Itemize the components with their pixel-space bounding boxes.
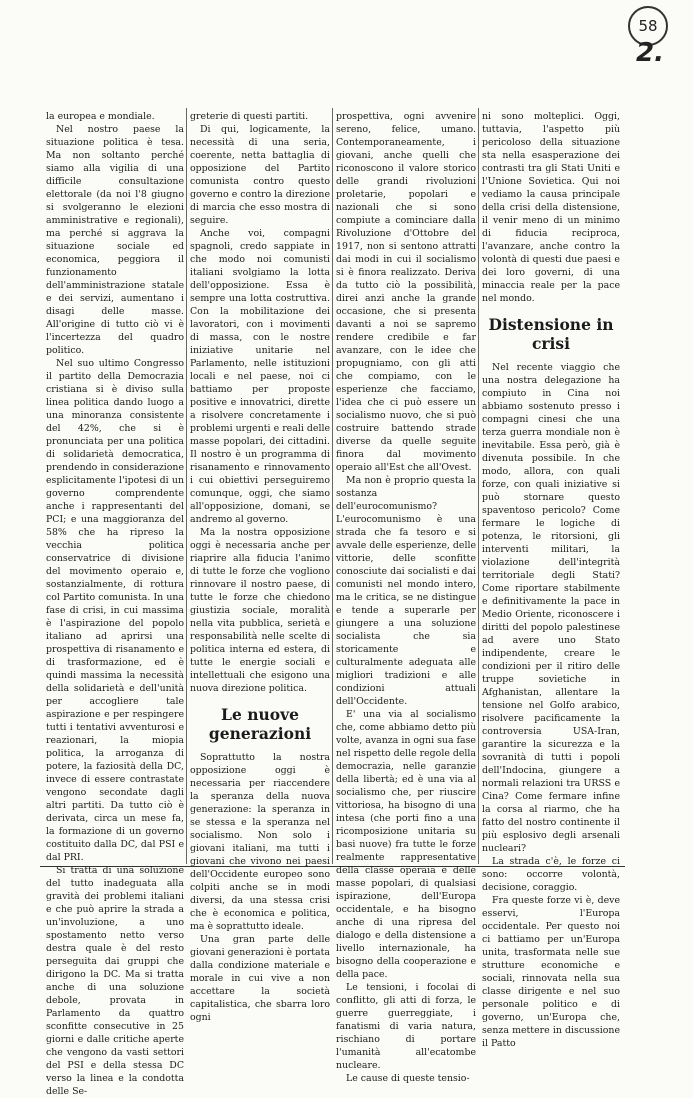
section-heading: Distensione in crisi <box>488 315 614 353</box>
article-paragraph: Di qui, logicamente, la necessità di una seria, coerente, netta battaglia di opposizione del Partito comunista contro questo governo e contro la direzione di marcia che esso mostra di seguire. <box>190 124 330 226</box>
column-divider <box>332 108 333 864</box>
article-paragraph: prospettiva, ogni avvenire sereno, felice, umano. Contemporaneamente, i giovani, anche quelli che riconoscono il valore storico delle grandi rivoluzioni proletarie, popolari e nazionali che si sono compiute a cominciare dalla Rivoluzione d'Ottobre del 1917, non si sentono attratti dai modi in cui il socialismo si è finora realizzato. Deriva da tutto ciò la possibilità, direi anzi anche la grande occasione, che si presenta davanti a noi se sapremo rendere credibile e far avanzare, con le idee che propugniamo, con gli atti che compiamo, con le esperienze che facciamo, l'idea che ci può essere un socialismo nuovo, che si può costruire battendo strade diverse da quelle seguite finora dal movimento operaio all'Est che all'Ovest. <box>336 111 476 473</box>
column-divider <box>186 108 187 864</box>
article-column-3 <box>336 110 476 1085</box>
article-paragraph: Ma la nostra opposizione oggi è necessaria anche per riaprire alla fiducia l'animo di tutte le forze che vogliono rinnovare il nostro paese, di tutte le forze che chiedono giustizia sociale, moralità nella vita pubblica, serietà e responsabilità nelle scelte di politica interna ed estera, di tutte le energie sociali e intellettuali che esigono una nuova direzione politica. <box>190 527 330 694</box>
article-paragraph: ni sono molteplici. Oggi, tuttavia, l'aspetto più pericoloso della situazione sta nella esasperazione dei contrasti tra gli Stati Uniti e l'Unione Sovietica. Qui noi vediamo la causa principale della crisi della distensione, il venir meno di un minimo di fiducia reciproca, l'avanzare, anche contro la volontà di questi due paesi e dei loro governi, di una minaccia reale per la pace nel mondo. <box>482 111 620 304</box>
circled-page-number: 58 <box>628 6 668 46</box>
article-column-1 <box>46 110 184 1098</box>
article-paragraph: Nel nostro paese la situazione politica è tesa. Ma non soltanto perché siamo alla vigilia di una difficile consultazione elettorale (da noi l'8 giugno si svolgeranno le elezioni amministrative e regionali), ma perché si aggrava la situazione sociale ed economica, peggiora il funzionamento dell'amministrazione statale e dei servizi, aumentano i disagi delle masse. All'origine di tutto ciò vi è l'incertezza del quadro politico. <box>46 124 184 356</box>
article-paragraph: Le cause di queste tensio- <box>346 1073 470 1084</box>
article-paragraph: Si tratta di una soluzione del tutto inadeguata alla gravità dei problemi italiani e che può aprire la strada a un'involuzione, a uno spostamento netto verso destra quale è del resto perseguita dai gruppi che dirigono la DC. Ma si tratta anche di una soluzione debole, provata in Parlamento da quattro sconfitte consecutive in 25 giorni e dalle critiche aperte che vengono da vasti settori del PSI e della stessa DC verso la linea e la condotta delle Se- <box>46 865 184 1097</box>
article-paragraph: Fra queste forze vi è, deve esservi, l'Europa occidentale. Per questo noi ci battiamo per un'Europa unita, trasformata nelle sue strutture economiche e sociali, rinnovata nella sua classe dirigente e nel suo personale politico e di governo, un'Europa che, senza mettere in discussione il Patto <box>482 895 620 1049</box>
article-paragraph: Le tensioni, i focolai di conflitto, gli atti di forza, le guerre guerreggiate, i fanatismi di varia natura, rischiano di portare l'umanità all'ecatombe nucleare. <box>336 982 476 1071</box>
handwritten-page-number: 2. <box>636 38 664 68</box>
article-paragraph: la europea e mondiale. <box>46 111 155 122</box>
article-paragraph: Soprattutto la nostra opposizione oggi è necessaria per riaccendere la speranza della nuova generazione: la speranza in se stessa e la speranza nel socialismo. Non solo i giovani italiani, ma tutti i giovani che vivono nei paesi dell'Occidente europeo sono colpiti anche se in modi diversi, da una stessa crisi che è economica e politica, ma è soprattutto ideale. <box>190 752 330 932</box>
section-heading: Le nuove generazioni <box>208 705 312 743</box>
article-paragraph: E' una via al socialismo che, come abbiamo detto più volte, avanza in ogni sua fase nel rispetto delle regole della democrazia, nelle garanzie della libertà; ed è una via al socialismo che, per riuscire vittoriosa, ha bisogno di una intesa (che porti fino a una ricomposizione unitaria su basi nuove) fra tutte le forze realmente rappresentative della classe operaia e delle masse popolari, di qualsiasi ispirazione, dell'Europa occidentale, e ha bisogno anche di una ripresa del dialogo e della distensione a livello internazionale, ha bisogno della cooperazione e della pace. <box>336 709 476 980</box>
article-paragraph: La strada c'è, le forze ci sono: occorre volontà, decisione, coraggio. <box>482 856 620 893</box>
article-column-4 <box>482 110 620 1050</box>
article-paragraph: Nel suo ultimo Congresso il partito della Democrazia cristiana si è diviso sulla linea politica dando luogo a una minoranza consistente del 42%, che si è pronunciata per una politica di solidarietà democratica, prendendo in considerazione esplicitamente l'ipotesi di un governo comprendente anche i rappresentanti del PCI; e una maggioranza del 58% che ha ripreso la vecchia politica conservatrice di divisione del movimento operaio e, sostanzialmente, di rottura col Partito comunista. In una fase di crisi, in cui massima è l'aspirazione del popolo italiano ad aprirsi una prospettiva di risanamento e di trasformazione, ed è quindi massima la necessità della solidarietà e dell'unità per accogliere tale aspirazione e per respingere tutti i tentativi avventurosi e reazionari, la miopia politica, la arroganza di potere, la faziosità della DC, invece di essere contrastate vengono secondate dagli altri partiti. Da tutto ciò è derivata, circa un mese fa, la formazione di un governo costituito dalla DC, dal PSI e dal PRI. <box>46 358 184 863</box>
column-divider <box>478 108 479 864</box>
article-paragraph: greterie di questi partiti. <box>190 111 309 122</box>
article-paragraph: Ma non è proprio questa la sostanza dell'eurocomunismo? L'eurocomunismo è una strada che fa tesoro e si avvale delle esperienze, delle vittorie, delle sconfitte conosciute dai socialisti e dai comunisti nel mondo intero, ma le critica, se ne distingue e tende a superarle per giungere a una soluzione socialista che sia storicamente e culturalmente adeguata alle migliori tradizioni e alle condizioni attuali dell'Occidente. <box>336 475 476 707</box>
article-paragraph: Anche voi, compagni spagnoli, credo sappiate in che modo noi comunisti italiani svolgiamo la lotta dell'opposizione. Essa è sempre una lotta costruttiva. Con la mobilitazione dei lavoratori, con i movimenti di massa, con le nostre iniziative unitarie nel Parlamento, nelle istituzioni locali e nel paese, noi ci battiamo per proposte positive e innovatrici, dirette a risolvere concretamente i problemi urgenti e reali delle masse popolari, dei cittadini. Il nostro è un programma di risanamento e rinnovamento i cui obiettivi perseguiremo comunque, oggi, che siamo all'opposizione, domani, se andremo al governo. <box>190 228 330 525</box>
article-column-2 <box>190 110 330 1024</box>
article-paragraph: Nel recente viaggio che una nostra delegazione ha compiuto in Cina noi abbiamo sostenuto presso i compagni cinesi che una terza guerra mondiale non è inevitabile. Essa però, già è divenuta possibile. In che modo, allora, con quali forze, con quali iniziative si può stornare questo spaventoso pericolo? Come fermare le logiche di potenza, le ritorsioni, gli interventi militari, la violazione dell'integrità territoriale degli Stati? Come riportare stabilmente e definitivamente la pace in Medio Oriente, riconoscere i diritti del popolo palestinese ad avere uno Stato indipendente, creare le condizioni per il ritiro delle truppe sovietiche in Afghanistan, allentare la tensione nel Golfo arabico, risolvere pacificamente la controversia USA-Iran, garantire la sicurezza e la sovranità di tutti i popoli dell'Indocina, giungere a normali relazioni tra URSS e Cina? Come fermare infine la corsa al riarmo, che ha fatto del nostro continente il più esplosivo degli arsenali nucleari? <box>482 362 620 854</box>
article-paragraph: Una gran parte delle giovani generazioni è portata dalla condizione materiale e morale in cui vive a non accettare la società capitalistica, che sbarra loro ogni <box>190 934 330 1023</box>
